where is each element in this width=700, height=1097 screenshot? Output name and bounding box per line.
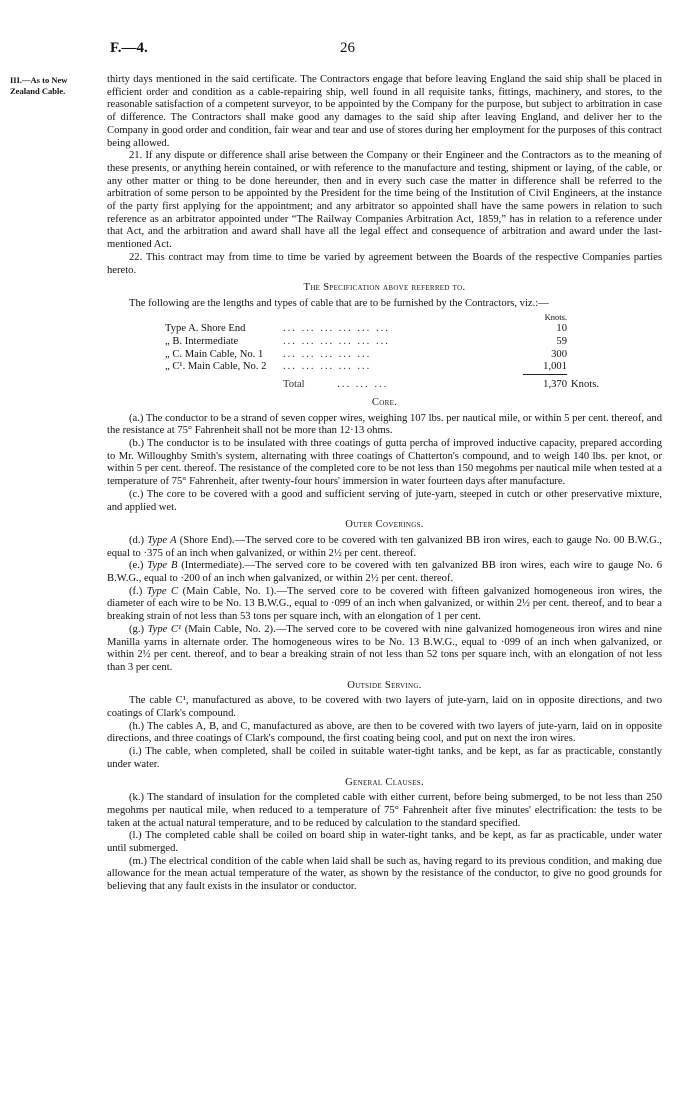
clause-label: (g.): [129, 623, 148, 635]
total-value: 1,370: [523, 375, 567, 392]
document-body: [107, 74, 662, 894]
clause-g: [107, 624, 662, 675]
clause-k: (k.) The standard of insulation for the completed cable with either current, before being submerged, to be not less than 250 megohms per nautical mile, when reduced to a temperature of 75° Fahrenheit after five minutes' electrification: the tests to be taken at the actual natural temperature, and to be reduced by calculation to the standard specified.: [107, 792, 662, 829]
clause-l: (l.) The completed cable shall be coiled on board ship in water-tight tanks, and be kept, as far as practicable, under water until submerged.: [107, 830, 662, 855]
cable-length-value: 300: [551, 348, 567, 360]
cable-type-name: „ C¹. Main Cable, No. 2: [165, 361, 267, 373]
leader-dots: ... ... ... ... ... ...: [283, 323, 390, 335]
cable-type-name: „ C. Main Cable, No. 1: [165, 348, 264, 360]
clause-text: (Main Cable, No. 2).—The served core to be covered with nine galvanized homogeneous iron wires and nine Manilla yarns in alternate order. The homogeneous wires to be No. 13 B.W.G., equal to ·099 of an inch when galvanized, or within 2½ per cent. thereof, and to bear a breaking strain of not less than 52 tons per square inch, with an elongation of not less than 3 per cent.: [107, 623, 662, 673]
clause-label: (d.): [129, 534, 148, 546]
specification-intro: The following are the lengths and types of cable that are to be furnished by the Contractors, viz.:—: [129, 297, 549, 309]
document-reference: F.—4.: [110, 40, 148, 56]
clause-e: [107, 560, 662, 585]
general-clauses-heading: General Clauses.: [345, 776, 424, 788]
type-label: Type C¹: [147, 623, 182, 635]
table-row: [165, 361, 599, 374]
leader-dots: ... ... ...: [337, 378, 389, 390]
clause-text: (Main Cable, No. 1).—The served core to be covered with fifteen galvanized homogeneous iron wires, the diameter of each wire to be No. 13 B.W.G., equal to ·099 of an inch when galvanized, or within 2½ per cent. thereof, and to bear a breaking strain of not less than 53 tons per square inch, with an elongation of 1 per cent.: [107, 585, 662, 623]
cable-type-name: „ B. Intermediate: [165, 336, 239, 348]
outer-coverings-heading: Outer Coverings.: [345, 519, 424, 531]
paragraph-21: 21. If any dispute or difference shall arise between the Company or their Engineer and the Contractors as to the meaning of these presents, or anything herein contained, or with reference to the manufacture and testing, shipment or laying, of the cable, or any other matter or thing to be done hereunder, then and in every such case the matter in difference shall be referred to the arbitration of some person to be appointed by the President for the time being of the Institution of Civil Engineers, at the instance of the party first applying for the appointment; and any arbitrator so appointed shall have the same powers in relation to such reference as an arbitrator appointed under “The Railway Companies Arbitration Act, 1859,” has in relation to a reference under that Act, and the arbitration and award shall have all the legal effect and consequence of arbitration and award under the last-mentioned Act.: [107, 150, 662, 251]
type-label: Type C: [146, 585, 179, 597]
table-row: [165, 349, 599, 362]
total-unit: Knots.: [571, 378, 599, 390]
clause-d: [107, 535, 662, 560]
page-number: 26: [340, 40, 355, 56]
clause-b: (b.) The conductor is to be insulated with three coatings of gutta percha of improved inductive capacity, prepared according to Mr. Willoughby Smith's system, alternating with three coatings of Chatterton's compound, and to weigh 140 lbs. per knot, or within 5 per cent. thereof. The resistance of the completed core to be not less than 150 megohms per nautical mile when tested at a temperature of 75° Fahrenheit, after twenty-four hours' immersion in water fourteen days after manufacture.: [107, 437, 662, 488]
clause-label: (e.): [129, 560, 148, 572]
clause-c: (c.) The core to be covered with a good and sufficient serving of jute-yarn, steeped in cutch or other preservative mixture, and applied wet.: [107, 488, 662, 513]
clause-a: (a.) The conductor to be a strand of seven copper wires, weighing 107 lbs. per nautical mile, or within 5 per cent. thereof, and the resistance at 75° Fahrenheit shall not be more than 12·13 ohms.: [107, 412, 662, 437]
specification-heading: The Specification above referred to.: [303, 282, 466, 294]
clause-text: (Shore End).—The served core to be covered with ten galvanized BB iron wires, each to gauge No. 00 B.W.G., equal to ·375 of an inch when galvanized, or within 2½ per cent. thereof.: [107, 534, 663, 559]
paragraph-20-continued: thirty days mentioned in the said certificate. The Contractors engage that before leaving England the said ship shall be placed in efficient order and condition as a cable-repairing ship, well found in all requisite tanks, fittings, machinery, and stores, to the reasonable satisfaction of a competent surveyor, to be appointed by the Company for the purpose, but subject to arbitration in case of difference. The Contractors shall make good any damages to the said ship after leaving England, and deliver her to the Company in good order and condition, fair wear and tear and use of stores during her employment for the purposes of this contract being allowed.: [107, 74, 662, 149]
cable-length-value: 10: [556, 323, 567, 335]
clause-m: (m.) The electrical condition of the cable when laid shall be such as, having regard to its previous condition, and making due allowance for the mean actual temperature of the water, as shown by the resistance of the conductor, to give no good grounds for believing that any fault exists in the insulator or conductor.: [107, 855, 662, 893]
type-label: Type A: [147, 534, 177, 546]
cable-length-value: 59: [556, 336, 567, 348]
paragraph-22: 22. This contract may from time to time be varied by agreement between the Boards of the respective Companies parties hereto.: [107, 251, 662, 276]
total-cell: [283, 375, 523, 392]
page-header: [0, 40, 700, 60]
clause-i: (i.) The cable, when completed, shall be coiled in suitable water-tight tanks, and be kept, as far as practicable, constantly under water.: [107, 746, 662, 770]
knots-column-header: Knots.: [544, 311, 567, 322]
type-label: Type B: [147, 560, 178, 572]
table-row: [165, 336, 599, 349]
leader-dots: ... ... ... ... ... ...: [283, 336, 390, 348]
total-row: [165, 375, 599, 392]
outside-serving-text: The cable C¹, manufactured as above, to be covered with two layers of jute-yarn, laid on in opposite directions, and two coatings of Clark's compound.: [107, 695, 662, 720]
clause-f: [107, 586, 662, 624]
clause-h: (h.) The cables A, B, and C, manufactured as above, are then to be covered with two layers of jute-yarn, laid on in opposite directions, and three coatings of Clark's compound, the first coating being cool, and put on next the iron wires.: [107, 720, 662, 745]
cable-type-name: Type A. Shore End: [165, 323, 246, 335]
outside-serving-heading: Outside Serving.: [347, 679, 422, 691]
cable-lengths-table: [165, 311, 599, 392]
leader-dots: ... ... ... ... ...: [283, 348, 372, 360]
cable-length-value: 1,001: [543, 361, 567, 373]
clause-label: (f.): [129, 585, 147, 597]
core-heading: Core.: [371, 396, 398, 408]
table-row: [165, 323, 599, 336]
clause-text: (Intermediate).—The served core to be covered with ten galvanized BB iron wires, each wire to gauge No. 6 B.W.G., equal to ·200 of an inch when galvanized, or within 2½ per cent. thereof.: [107, 560, 662, 585]
leader-dots: ... ... ... ... ...: [283, 361, 372, 373]
total-label: Total: [283, 378, 305, 390]
margin-note: III.—As to New Zealand Cable.: [10, 75, 68, 96]
